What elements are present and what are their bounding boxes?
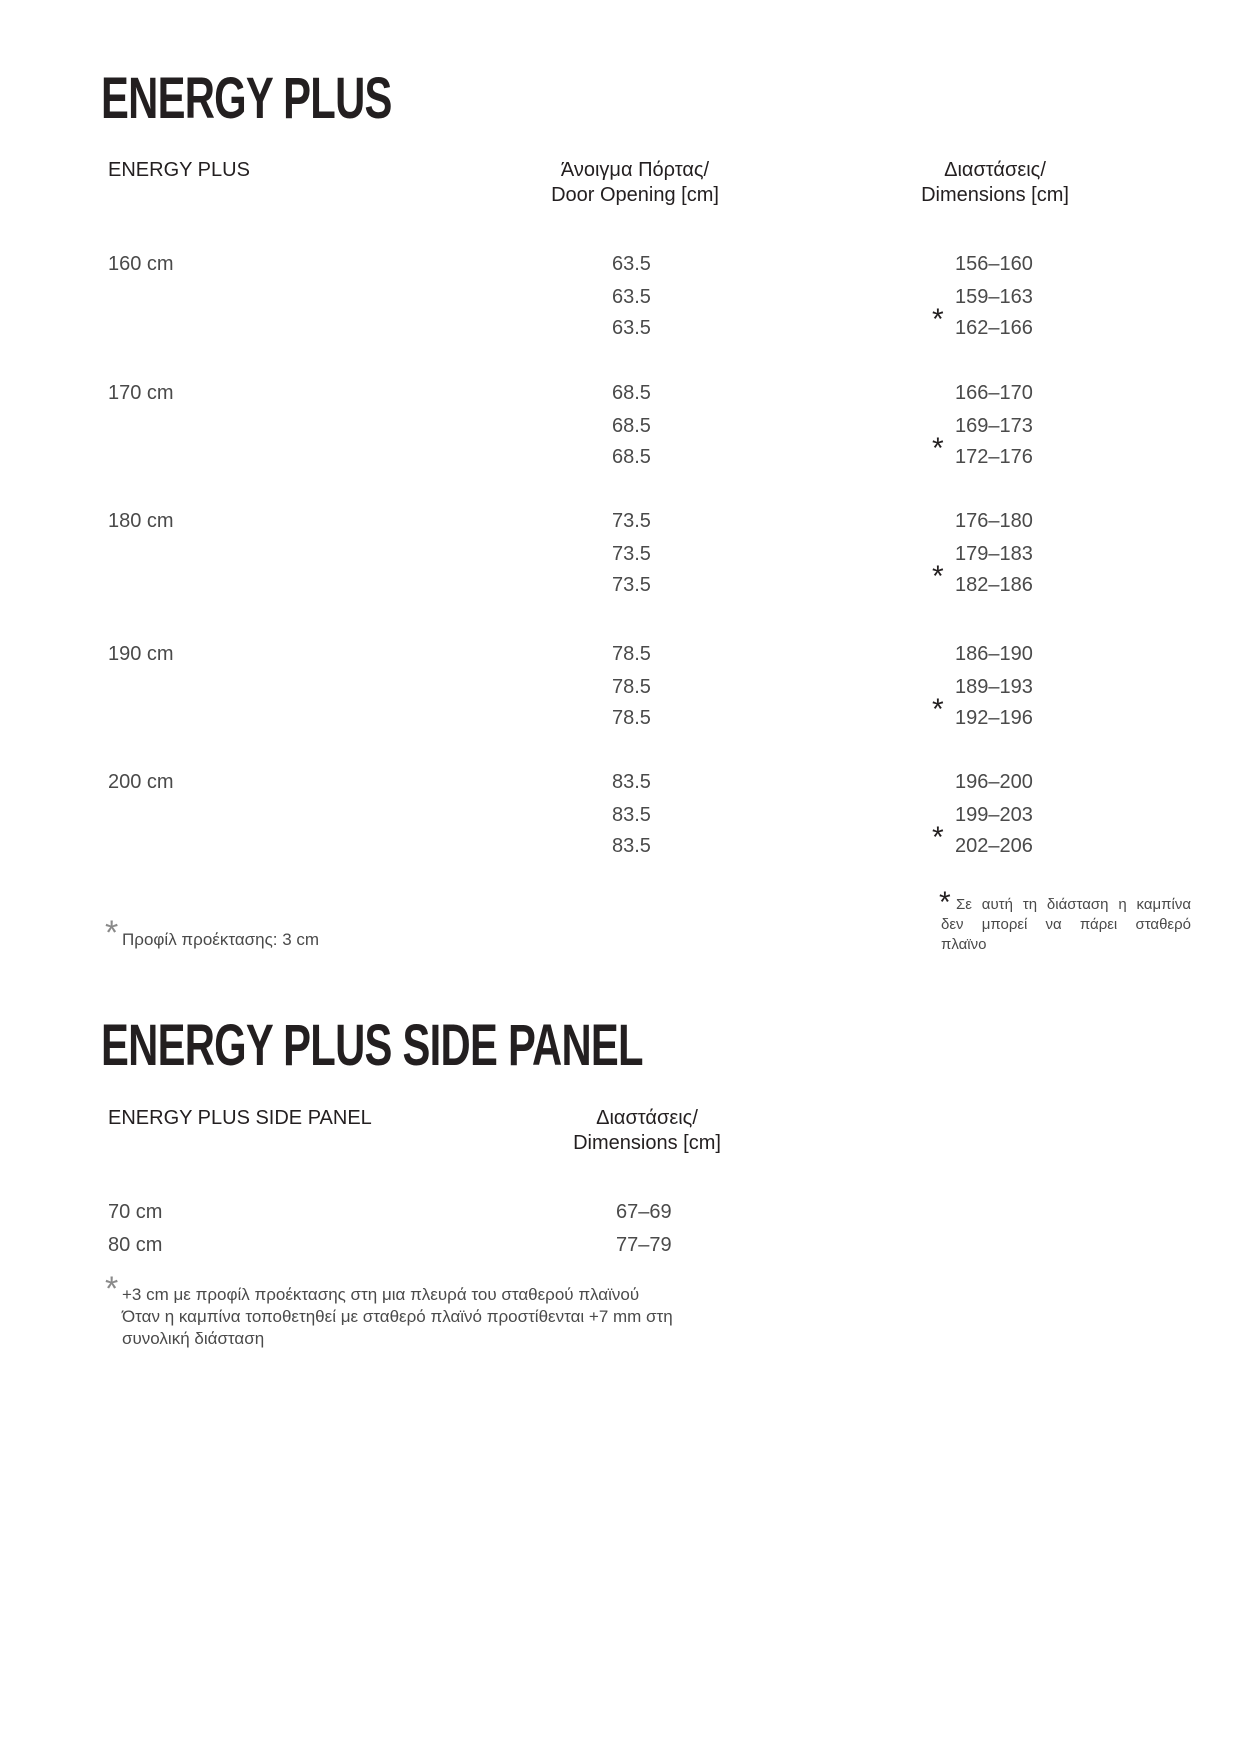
dimension-value: 196–200 <box>955 771 1033 793</box>
row-size-label: 160 cm <box>108 253 174 275</box>
side-panel-dims-80: 77–79 <box>616 1234 672 1256</box>
footnote-profile-extension: Προφίλ προέκτασης: 3 cm <box>122 930 320 949</box>
door-opening-value: 78.5 <box>612 643 651 665</box>
dimension-value: 176–180 <box>955 510 1033 532</box>
side-panel-dims-70: 67–69 <box>616 1201 672 1223</box>
dimension-value: 186–190 <box>955 643 1033 665</box>
dimension-asterisk: * <box>932 303 944 336</box>
dimension-value: 182–186 <box>955 574 1033 596</box>
dimension-value: 199–203 <box>955 804 1033 826</box>
row-size-label: 180 cm <box>108 510 174 532</box>
dimension-value: 179–183 <box>955 543 1033 565</box>
header-dimensions-line2: Dimensions [cm] <box>921 184 1069 206</box>
door-opening-value: 78.5 <box>612 707 651 729</box>
footnote-fixed-panel-note <box>941 895 1191 955</box>
door-opening-value: 73.5 <box>612 543 651 565</box>
dimension-value: 192–196 <box>955 707 1033 729</box>
footnote-asterisk-right: * <box>939 886 951 919</box>
dimension-value: 169–173 <box>955 415 1033 437</box>
door-opening-value: 68.5 <box>612 446 651 468</box>
side-panel-note-asterisk: * <box>105 1270 119 1308</box>
side-panel-header-dimensions <box>532 1106 762 1156</box>
door-opening-value: 63.5 <box>612 317 651 339</box>
door-opening-value: 83.5 <box>612 804 651 826</box>
row-size-label: 170 cm <box>108 382 174 404</box>
dimension-asterisk: * <box>932 432 944 465</box>
door-opening-value: 63.5 <box>612 286 651 308</box>
dimension-value: 162–166 <box>955 317 1033 339</box>
footnote-asterisk-left: * <box>105 914 119 952</box>
door-opening-value: 83.5 <box>612 835 651 857</box>
header-door-opening <box>520 158 750 208</box>
door-opening-value: 78.5 <box>612 676 651 698</box>
door-opening-value: 83.5 <box>612 771 651 793</box>
dimension-value: 172–176 <box>955 446 1033 468</box>
side-panel-header-model: ENERGY PLUS SIDE PANEL <box>108 1107 372 1129</box>
section-title-side-panel: ENERGY PLUS SIDE PANEL <box>101 1013 643 1078</box>
row-size-label: 200 cm <box>108 771 174 793</box>
row-size-label: 190 cm <box>108 643 174 665</box>
door-opening-value: 68.5 <box>612 382 651 404</box>
side-panel-header-dimensions-line1: Διαστάσεις/ <box>596 1107 698 1129</box>
door-opening-value: 63.5 <box>612 253 651 275</box>
dimension-value: 156–160 <box>955 253 1033 275</box>
section-title-energy-plus: ENERGY PLUS <box>101 66 392 131</box>
side-panel-note-line1: +3 cm με προφίλ προέκτασης στη μια πλευρά του σταθερού πλαϊνού <box>122 1285 640 1304</box>
footnote-fixed-panel-line1: Σε αυτή τη διάσταση η καμπίνα <box>956 896 1191 913</box>
header-dimensions-line1: Διαστάσεις/ <box>944 159 1046 181</box>
side-panel-note-line2: Όταν η καμπίνα τοποθετηθεί με σταθερό πλαϊνό προστίθενται +7 mm στη <box>122 1307 673 1326</box>
dimension-asterisk: * <box>932 821 944 854</box>
side-panel-header-dimensions-line2: Dimensions [cm] <box>573 1132 721 1154</box>
header-door-opening-line1: Άνοιγμα Πόρτας/ <box>560 159 710 181</box>
side-panel-note <box>122 1284 673 1350</box>
footnote-fixed-panel-line3: πλαϊνο <box>941 936 987 953</box>
header-model: ENERGY PLUS <box>108 159 250 181</box>
door-opening-value: 73.5 <box>612 510 651 532</box>
dimension-value: 166–170 <box>955 382 1033 404</box>
door-opening-value: 68.5 <box>612 415 651 437</box>
dimension-asterisk: * <box>932 693 944 726</box>
side-panel-size-80: 80 cm <box>108 1234 163 1256</box>
footnote-fixed-panel-line2: δεν μπορεί να πάρει σταθερό <box>941 916 1191 933</box>
dimension-value: 202–206 <box>955 835 1033 857</box>
header-dimensions <box>880 158 1110 208</box>
side-panel-size-70: 70 cm <box>108 1201 163 1223</box>
door-opening-value: 73.5 <box>612 574 651 596</box>
dimension-asterisk: * <box>932 560 944 593</box>
header-door-opening-line2: Door Opening [cm] <box>551 184 719 206</box>
dimension-value: 159–163 <box>955 286 1033 308</box>
side-panel-note-line3: συνολική διάσταση <box>122 1329 265 1348</box>
dimension-value: 189–193 <box>955 676 1033 698</box>
